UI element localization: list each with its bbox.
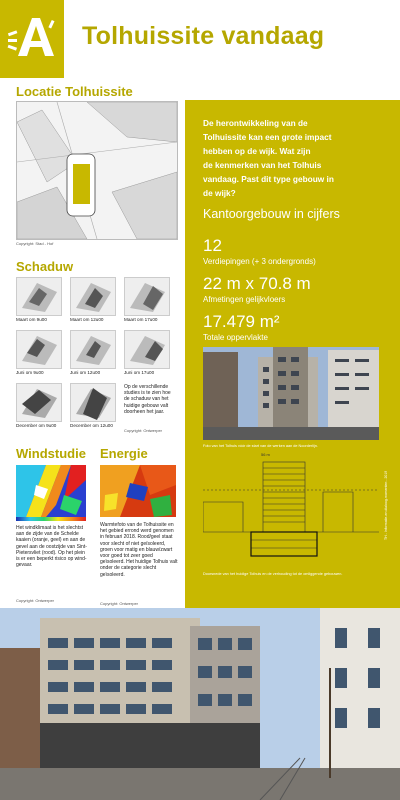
schaduw-note: Op de verschillende studies is te zien hoe de schaduw van het huidige gebouw valt doorheen het jaar. (124, 384, 171, 415)
windstudie-copyright: Copyright: Ontwerper (16, 598, 55, 603)
intro-line: Tolhuissite kan een grote impact (203, 132, 332, 142)
antwerp-a-logo-icon (6, 12, 58, 64)
photo-caption: Foto van het Tolhuis vóór de start van de werken aan de Noorderlijn. (203, 444, 318, 448)
intro-line: de wijk? (203, 188, 236, 198)
street-photo (0, 608, 400, 800)
energie-thermal-image (100, 465, 176, 517)
stat-label: Afmetingen gelijkvloers (203, 295, 286, 304)
shadow-label: Juni om 9u00 (16, 370, 44, 375)
shadow-image (70, 383, 116, 422)
shadow-image (70, 277, 116, 316)
shadow-label: Juni om 17u00 (124, 370, 155, 375)
intro-line: De herontwikkeling van de (203, 118, 308, 128)
shadow-image (124, 330, 170, 369)
intro-line: de kenmerken van het Tolhuis (203, 160, 322, 170)
shadow-image (70, 330, 116, 369)
location-map (16, 101, 178, 240)
energie-text: Warmtefoto van de Tolhuissite en het gebied errond werd genomen in februari 2018. Rood/geel staat voor slecht of niet geïsoleerd, groen voor matig en blauw/zwart voor goed tot zeer goed geïsoleerd. Het huidige Tolhuis valt onder de categorie slecht geïsoleerd. (100, 522, 178, 578)
shadow-label: Maart om 12u00 (70, 317, 104, 322)
stat-value: 12 (203, 236, 222, 255)
shadow-image (16, 383, 62, 422)
schaduw-copyright: Copyright: Ontwerper (124, 428, 163, 433)
wind-map (16, 465, 86, 517)
stat-label: Totale oppervlakte (203, 333, 268, 342)
windstudie-heading: Windstudie (16, 446, 86, 461)
cijfers-heading: Kantoorgebouw in cijfers (203, 207, 340, 221)
shadow-image (124, 277, 170, 316)
shadow-label: Maart om 17u00 (124, 317, 158, 322)
shadow-label: Juni om 12u00 (70, 370, 101, 375)
stat-value: 22 m x 70.8 m (203, 274, 311, 293)
section-height-label: 56 m (261, 452, 270, 457)
building-photo (203, 347, 379, 440)
shadow-image (16, 277, 62, 316)
antwerp-a-logo (0, 0, 64, 78)
schaduw-heading: Schaduw (16, 259, 74, 274)
wind-legend (16, 517, 86, 521)
intro-line: vandaag. Past dit type gebouw in (203, 174, 334, 184)
stat-label: Verdiepingen (+ 3 ondergronds) (203, 257, 316, 266)
energie-copyright: Copyright: Ontwerper (100, 601, 139, 606)
locatie-copyright: Copyright: Stad - Hof (16, 241, 54, 246)
shadow-label: December om 9u00 (16, 423, 57, 428)
locatie-heading: Locatie Tolhuissite (16, 84, 133, 99)
section-caption: Doorsnede van het huidige Tolhuis en de verhouding tot de omliggende gebouwen. (203, 572, 343, 576)
shadow-label: December om 12u00 (70, 423, 113, 428)
section-drawing (203, 452, 379, 570)
shadow-image (16, 330, 62, 369)
windstudie-text: Het windklimaat is het slechtst aan de zijde van de Schelde kaaien (oranje, geel) en aan de gevel aan de oostzijde van Sint-Pietersvliet (rood). Op het plein is er een beperkt risico op wind-gevaar. (16, 525, 87, 569)
shadow-label: Maart om 9u00 (16, 317, 47, 322)
energie-heading: Energie (100, 446, 148, 461)
intro-line: hebben op de wijk. Wat zijn (203, 146, 311, 156)
stat-value: 17.479 m² (203, 312, 280, 331)
side-note: TH - Informatie-en dialoog-momenten - 2019 (384, 470, 388, 540)
page-title: Tolhuissite vandaag (82, 22, 325, 50)
